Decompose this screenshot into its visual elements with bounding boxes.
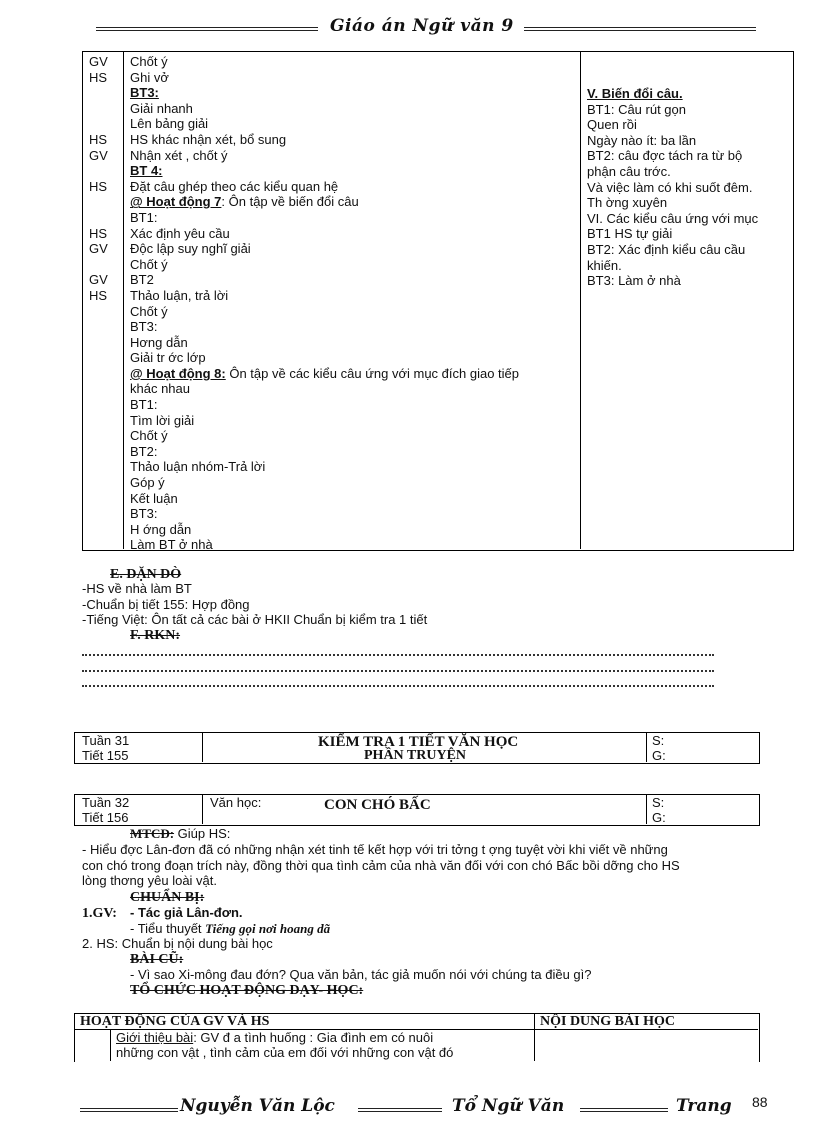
lesson156-g: G: [652, 810, 666, 825]
lesson156-divider-2 [646, 794, 647, 824]
lesson155-subtitle: PHẦN TRUYỆN [364, 748, 467, 763]
footer-page-label: Trang [676, 1096, 732, 1116]
lesson155-week: Tuần 31 [82, 733, 130, 748]
role-column: GV HS HS GV HS HS GV GV HS [89, 54, 108, 303]
teaching-table-divider [534, 1013, 535, 1061]
gv-line-2: - Tiểu thuyết Tiếng gọi nơi hoang dã [130, 921, 331, 936]
rkn-title: F. RKN: [130, 628, 181, 643]
lesson156-week: Tuần 32 [82, 795, 130, 810]
dan-do-line-1: -HS về nhà làm BT [82, 581, 192, 596]
lesson155-s: S: [652, 733, 665, 748]
mtcd-line-2: con chó trong đoạn trích này, đồng thời qua tình cảm của nhà văn đối với con chó Bấc bồi dỡng cho HS [82, 858, 680, 873]
content-column: V. Biến đổi câu. BT1: Câu rút gọn Quen rồi Ngày nào ít: ba lần BT2: câu đợc tách ra từ bộ phận câu trớc. Và việc làm có khi suốt đêm. Th ờng xuyên VI. Các kiểu câu ứng với mục BT1 HS tự giải BT2: Xác định kiểu câu cầu khiến. BT3: Làm ở nhà [587, 86, 759, 289]
lesson156-divider-1 [202, 794, 203, 824]
lesson156-subject: Văn học: [210, 795, 262, 810]
lesson155-period: Tiết 155 [82, 748, 129, 763]
footer-author: Nguyễn Văn Lộc [180, 1096, 335, 1116]
lesson156-s: S: [652, 795, 665, 810]
lesson155-divider-1 [202, 732, 203, 762]
hs-line: 2. HS: Chuẩn bị nội dung bài học [82, 936, 273, 951]
table2-col2-header: NỘI DUNG BÀI HỌC [540, 1014, 675, 1029]
rkn-dotted-line-1 [82, 654, 714, 658]
lesson156-period: Tiết 156 [82, 810, 129, 825]
lesson155-title: KIỂM TRA 1 TIẾT VĂN HỌC [318, 734, 519, 750]
footer-page-number: 88 [752, 1094, 768, 1110]
footer-rule-1 [80, 1108, 178, 1112]
intro-line-2: những con vật , tình cảm của em đối với những con vật đó [116, 1045, 454, 1060]
table1-divider-1 [123, 51, 124, 549]
footer-rule-2 [358, 1108, 442, 1112]
teaching-table-left-sub [110, 1029, 111, 1061]
header-title: Giáo án Ngữ văn 9 [330, 16, 514, 36]
mtcd-heading: MTCĐ: Giúp HS: [130, 826, 231, 841]
header-rule-left [96, 27, 318, 31]
dan-do-line-2: -Chuẩn bị tiết 155: Hợp đồng [82, 597, 250, 612]
intro-line-1: Giới thiệu bài: GV đ a tình huống : Gia đình em có nuôi [116, 1030, 434, 1045]
rkn-dotted-line-2 [82, 670, 714, 674]
lesson155-g: G: [652, 748, 666, 763]
footer-rule-3 [580, 1108, 668, 1112]
header-rule-right [524, 27, 756, 31]
table1-divider-2 [580, 51, 581, 549]
bai-cu-title: BÀI CŨ: [130, 952, 184, 967]
table2-col1-header: HOẠT ĐỘNG CỦA GV VÀ HS [80, 1014, 270, 1029]
footer-group: Tổ Ngữ Văn [452, 1096, 565, 1116]
chuan-bi-title: CHUẨN BỊ: [130, 890, 205, 905]
activity-column: Chốt ý Ghi vở BT3: Giải nhanh Lên bảng giải HS khác nhận xét, bổ sung Nhận xét , chốt ý BT 4: Đặt câu ghép theo các kiểu quan hệ @ Hoạt động 7: Ôn tập về biến đổi câu BT1: Xác định yêu cầu Độc lập suy nghĩ giải Chốt ý BT2 Thảo luận, trả lời Chốt ý BT3: Hơng dẫn Giải tr ớc lớp @ Hoạt động 8: Ôn tập về các kiểu câu ứng với mục đích giao tiếp khác nhau BT1: Tìm lời giải Chốt ý BT2: Thảo luận nhóm-Trả lời Góp ý Kết luận BT3: H ớng dẫn Làm BT ở nhà [130, 54, 520, 553]
dan-do-line-3: -Tiếng Việt: Ôn tất cả các bài ở HKII Chuẩn bị kiểm tra 1 tiết [82, 612, 428, 627]
gv-label: 1.GV: [82, 906, 117, 921]
mtcd-line-3: lòng thơng yêu loài vật. [82, 873, 218, 888]
dan-do-title: E. DẶN DÒ [110, 567, 182, 582]
rkn-dotted-line-3 [82, 685, 714, 689]
bai-cu-question: - Vì sao Xi-mông đau đớn? Qua văn bản, tác giả muốn nói với chúng ta điều gì? [130, 967, 592, 982]
gv-line-1: - Tác giả Lân-đơn. [130, 905, 243, 920]
lesson156-title: CON CHÓ BẤC [324, 797, 431, 813]
lesson155-divider-2 [646, 732, 647, 762]
to-chuc-title: TỔ CHỨC HOẠT ĐỘNG DẠY- HỌC: [130, 983, 364, 998]
mtcd-line-1: - Hiểu đợc Lân-đơn đã có những nhận xét tinh tế kết hợp với tri tởng t ợng tuyệt vời khi viết về những [82, 842, 668, 857]
